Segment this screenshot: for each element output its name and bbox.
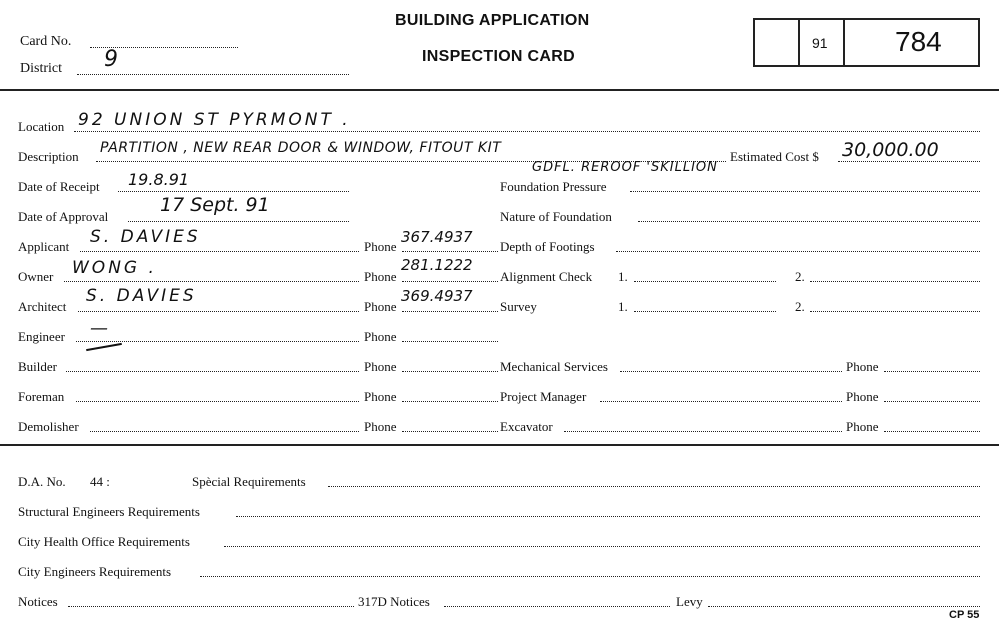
engineer-phone-label: Phone	[364, 329, 397, 344]
engineer-dash-stroke	[86, 343, 122, 351]
alignment-check-item1-label: 1.	[618, 269, 628, 284]
notices-label: Notices	[18, 594, 58, 609]
foundation-pressure-field[interactable]	[630, 191, 980, 192]
health-requirements-field[interactable]	[224, 546, 980, 547]
applicant-phone-label: Phone	[364, 239, 397, 254]
date-receipt-label: Date of Receipt	[18, 179, 100, 194]
mechanical-phone-label: Phone	[846, 359, 879, 374]
date-approval-label: Date of Approval	[18, 209, 109, 224]
architect-phone-label: Phone	[364, 299, 397, 314]
special-requirements-field[interactable]	[328, 486, 980, 487]
demolisher-field[interactable]	[90, 431, 359, 432]
card-title-line2: INSPECTION CARD	[422, 48, 575, 65]
location-field[interactable]	[74, 131, 980, 132]
engineer-label: Engineer	[18, 329, 65, 344]
demolisher-label: Demolisher	[18, 419, 79, 434]
date-receipt-value: 19.8.91	[128, 170, 190, 189]
description-label: Description	[18, 149, 79, 164]
foundation-pressure-label: Foundation Pressure	[500, 179, 607, 194]
form-code: CP 55	[949, 609, 980, 621]
nature-foundation-label: Nature of Foundation	[500, 209, 612, 224]
owner-label: Owner	[18, 269, 54, 284]
foreman-label: Foreman	[18, 389, 65, 404]
levy-field[interactable]	[708, 606, 980, 607]
owner-phone-field[interactable]	[402, 281, 498, 282]
nature-foundation-field[interactable]	[638, 221, 980, 222]
alignment-check-item2-field[interactable]	[810, 281, 980, 282]
notices-317d-field[interactable]	[444, 606, 670, 607]
structural-requirements-field[interactable]	[236, 516, 980, 517]
architect-label: Architect	[18, 299, 67, 314]
owner-field[interactable]	[64, 281, 359, 282]
project-manager-phone-field[interactable]	[884, 401, 980, 402]
header-divider	[0, 89, 999, 91]
number-box-number: 784	[895, 26, 942, 57]
alignment-check-item1-field[interactable]	[634, 281, 776, 282]
survey-item2-label: 2.	[795, 299, 805, 314]
location-label: Location	[18, 119, 65, 134]
alignment-check-label: Alignment Check	[500, 269, 593, 284]
date-receipt-field[interactable]	[118, 191, 349, 192]
estimated-cost-field[interactable]	[838, 161, 980, 162]
district-field[interactable]	[77, 74, 349, 75]
mechanical-services-field[interactable]	[620, 371, 842, 372]
city-engineers-requirements-field[interactable]	[200, 576, 980, 577]
levy-label: Levy	[676, 594, 703, 609]
da-no-label: D.A. No.	[18, 474, 66, 489]
description-value-line1: PARTITION , NEW REAR DOOR & WINDOW, FITOUT KIT	[100, 140, 502, 156]
builder-phone-label: Phone	[364, 359, 397, 374]
applicant-field[interactable]	[80, 251, 359, 252]
description-value-line2: GDFL. REROOF 'SKILLION	[532, 160, 718, 175]
number-box-year: 91	[812, 35, 828, 51]
applicant-phone-value: 367.4937	[401, 228, 473, 246]
alignment-check-item2-label: 2.	[795, 269, 805, 284]
applicant-value: S. DAVIES	[90, 227, 201, 247]
project-manager-phone-label: Phone	[846, 389, 879, 404]
notices-317d-label: 317D Notices	[358, 594, 430, 609]
applicant-label: Applicant	[18, 239, 70, 254]
applicant-phone-field[interactable]	[402, 251, 498, 252]
notices-field[interactable]	[68, 606, 354, 607]
excavator-label: Excavator	[500, 419, 553, 434]
project-manager-label: Project Manager	[500, 389, 587, 404]
depth-footings-field[interactable]	[616, 251, 980, 252]
mechanical-services-label: Mechanical Services	[500, 359, 608, 374]
card-number-box	[753, 18, 980, 67]
estimated-cost-value: 30,000.00	[842, 139, 939, 161]
engineer-value: —	[90, 318, 108, 339]
architect-phone-value: 369.4937	[401, 287, 473, 305]
owner-phone-label: Phone	[364, 269, 397, 284]
excavator-field[interactable]	[564, 431, 842, 432]
mechanical-phone-field[interactable]	[884, 371, 980, 372]
engineer-phone-field[interactable]	[402, 341, 498, 342]
depth-footings-label: Depth of Footings	[500, 239, 595, 254]
engineer-field[interactable]	[76, 341, 359, 342]
survey-label: Survey	[500, 299, 537, 314]
da-no-value: 44 :	[90, 474, 110, 489]
excavator-phone-field[interactable]	[884, 431, 980, 432]
structural-requirements-label: Structural Engineers Requirements	[18, 504, 200, 519]
foreman-phone-field[interactable]	[402, 401, 498, 402]
district-label: District	[20, 61, 62, 76]
survey-item1-label: 1.	[618, 299, 628, 314]
owner-phone-value: 281.1222	[401, 256, 473, 274]
foreman-phone-label: Phone	[364, 389, 397, 404]
date-approval-value: 17 Sept. 91	[160, 194, 270, 216]
builder-phone-field[interactable]	[402, 371, 498, 372]
builder-label: Builder	[18, 359, 57, 374]
health-requirements-label: City Health Office Requirements	[18, 534, 190, 549]
architect-field[interactable]	[78, 311, 359, 312]
project-manager-field[interactable]	[600, 401, 842, 402]
district-value: 9	[104, 47, 118, 72]
architect-phone-field[interactable]	[402, 311, 498, 312]
foreman-field[interactable]	[76, 401, 359, 402]
architect-value: S. DAVIES	[86, 286, 197, 306]
excavator-phone-label: Phone	[846, 419, 879, 434]
card-no-label: Card No.	[20, 34, 72, 49]
builder-field[interactable]	[66, 371, 359, 372]
owner-value: WONG .	[72, 258, 157, 278]
city-engineers-requirements-label: City Engineers Requirements	[18, 564, 172, 579]
card-title-line1: BUILDING APPLICATION	[395, 12, 590, 29]
demolisher-phone-label: Phone	[364, 419, 397, 434]
special-requirements-label: Spècial Requirements	[192, 474, 306, 489]
location-value: 92 UNION ST PYRMONT .	[78, 110, 351, 130]
date-approval-field[interactable]	[128, 221, 349, 222]
estimated-cost-label: Estimated Cost $	[730, 149, 819, 164]
requirements-divider	[0, 444, 999, 446]
demolisher-phone-field[interactable]	[402, 431, 498, 432]
survey-item1-field[interactable]	[634, 311, 776, 312]
survey-item2-field[interactable]	[810, 311, 980, 312]
number-box-blank-cell	[755, 20, 800, 65]
